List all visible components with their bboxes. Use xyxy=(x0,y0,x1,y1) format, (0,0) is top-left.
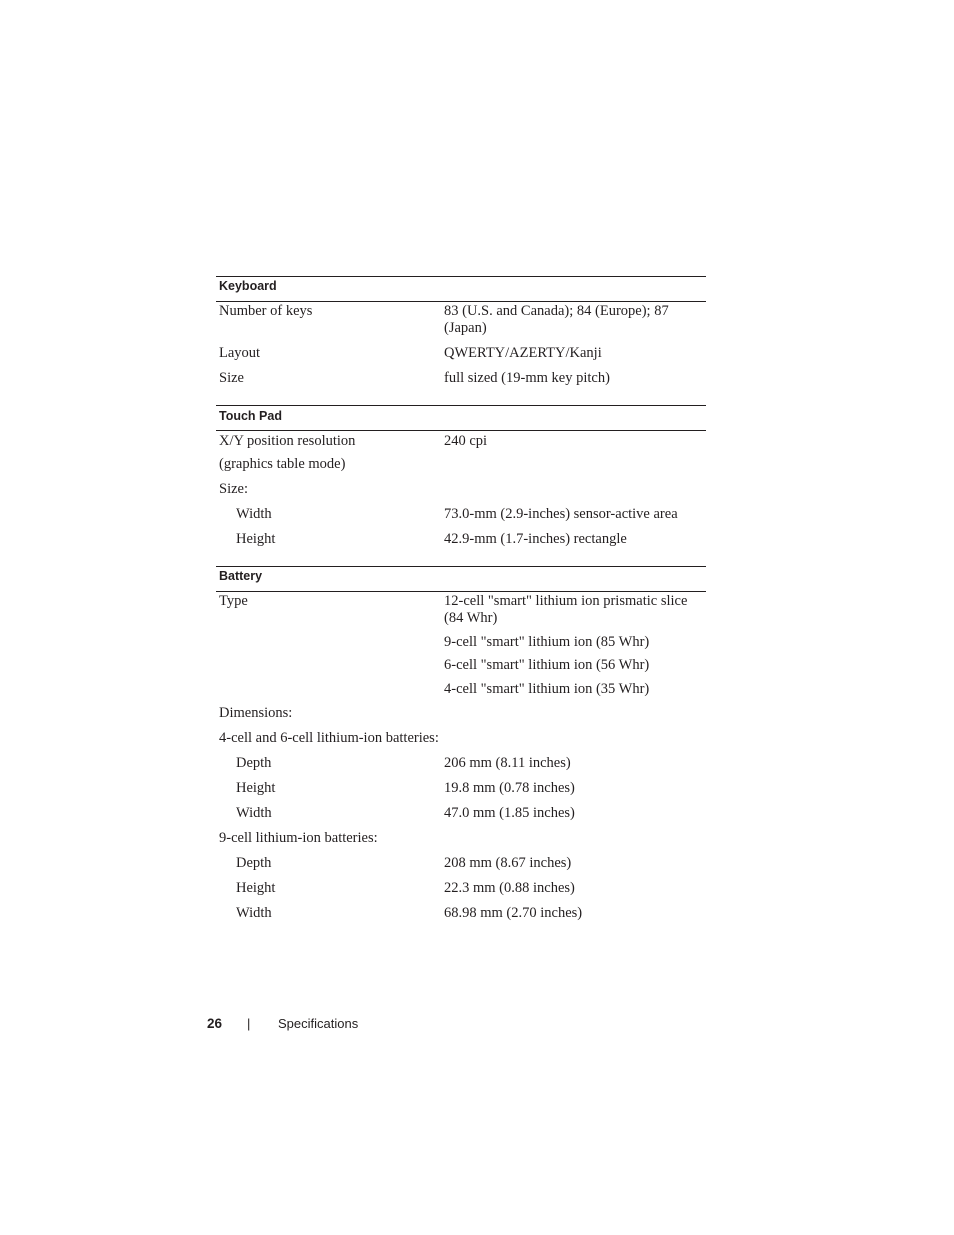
resolution-label: X/Y position resolution xyxy=(219,433,356,449)
battery-type-4cell: 4-cell "smart" lithium ion (35 Whr) xyxy=(444,681,650,697)
layout-value: QWERTY/AZERTY/Kanji xyxy=(444,345,602,361)
battery-heading-rule xyxy=(216,591,706,592)
touchpad-size-label: Size: xyxy=(219,481,248,497)
group2-height-label: Height xyxy=(236,880,276,896)
battery-type-label: Type xyxy=(219,593,248,609)
battery-top-rule xyxy=(216,566,706,567)
touchpad-heading-rule xyxy=(216,430,706,431)
battery-type-9cell: 9-cell "smart" lithium ion (85 Whr) xyxy=(444,634,650,650)
group1-width-value: 47.0 mm (1.85 inches) xyxy=(444,805,575,821)
group2-width-label: Width xyxy=(236,905,272,921)
keyboard-heading-rule xyxy=(216,301,706,302)
battery-type-12cell: 12-cell "smart" lithium ion prismatic slice (84 Whr) xyxy=(444,593,688,626)
footer-section-title: Specifications xyxy=(278,1016,359,1031)
keyboard-heading: Keyboard xyxy=(219,279,277,293)
touchpad-height-label: Height xyxy=(236,531,276,547)
size-label: Size xyxy=(219,370,244,386)
group2-height-value: 22.3 mm (0.88 inches) xyxy=(444,880,575,896)
group1-width-label: Width xyxy=(236,805,272,821)
resolution-value: 240 cpi xyxy=(444,433,488,449)
size-value: full sized (19-mm key pitch) xyxy=(444,370,610,386)
group1-label: 4-cell and 6-cell lithium-ion batteries: xyxy=(219,730,439,746)
touchpad-heading: Touch Pad xyxy=(219,409,282,423)
dimensions-label: Dimensions: xyxy=(219,705,293,721)
group2-width-value: 68.98 mm (2.70 inches) xyxy=(444,905,583,921)
group2-depth-value: 208 mm (8.67 inches) xyxy=(444,855,572,871)
keys-value: 83 (U.S. and Canada); 84 (Europe); 87 (Japan) xyxy=(444,303,669,336)
touchpad-top-rule xyxy=(216,405,706,406)
touchpad-height-value: 42.9-mm (1.7-inches) rectangle xyxy=(444,531,627,547)
battery-heading: Battery xyxy=(219,569,263,583)
touchpad-width-label: Width xyxy=(236,506,272,522)
battery-type-6cell: 6-cell "smart" lithium ion (56 Whr) xyxy=(444,657,650,673)
page-number: 26 xyxy=(207,1016,223,1031)
layout-label: Layout xyxy=(219,345,261,361)
group1-depth-label: Depth xyxy=(236,755,272,771)
group1-height-label: Height xyxy=(236,780,276,796)
mode-label: (graphics table mode) xyxy=(219,456,346,472)
group1-height-value: 19.8 mm (0.78 inches) xyxy=(444,780,575,796)
keyboard-top-rule xyxy=(216,276,706,277)
touchpad-width-value: 73.0-mm (2.9-inches) sensor-active area xyxy=(444,506,678,522)
footer-separator: | xyxy=(247,1016,251,1031)
group2-label: 9-cell lithium-ion batteries: xyxy=(219,830,378,846)
keys-label: Number of keys xyxy=(219,303,313,319)
group1-depth-value: 206 mm (8.11 inches) xyxy=(444,755,571,771)
group2-depth-label: Depth xyxy=(236,855,272,871)
